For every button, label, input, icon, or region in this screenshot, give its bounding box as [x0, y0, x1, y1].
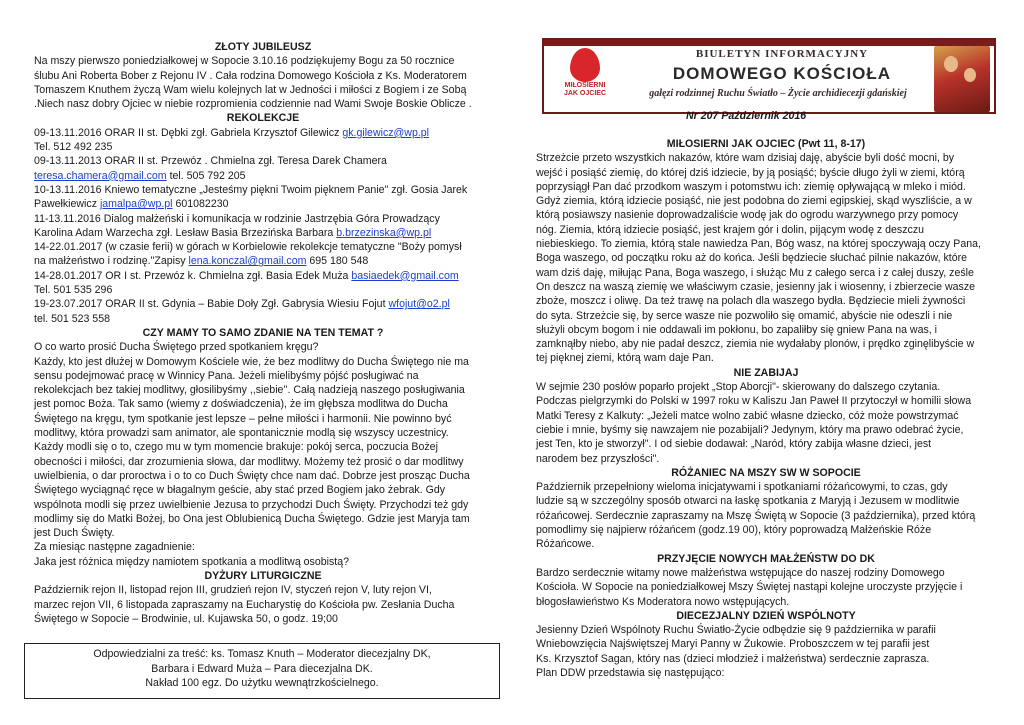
email-link[interactable]: gk.gilewicz@wp.pl: [342, 126, 430, 139]
retreat-text: na małżeństwo i rodzinę."Zapisy: [34, 255, 189, 268]
retreat-text: 19-23.07.2017 ORAR II st. Gdynia – Babie Doły Zgł. Gabrysia Wiesiu Fojut: [34, 298, 389, 311]
rekolekcje-list: [34, 126, 492, 326]
email-link[interactable]: basiaedek@gmail.com: [351, 269, 459, 282]
text-line: Świętego w Sopocie – Brodwinie, ul. Kujawska 50, o godz. 19;00: [34, 612, 338, 625]
text-line: pomodlimy się najpierw różańcem (godz.19 00), który poprowadzą Małżeńskie Róże: [536, 524, 932, 537]
text-line: rekolekcjach bez takiej modlitwy, głosilibyśmy ,,siebie''. Całą nadzieją naszego posługiwania: [34, 384, 465, 397]
text-line: jest pomoc Boża. Tak samo (wiemy z doświadczenia), że im głębsza modlitwa do Ducha: [34, 398, 448, 411]
text-line: W sejmie 230 posłów poparło projekt „Stop Aborcji"- skierowany do dalszego czytania.: [536, 381, 941, 394]
text-line: do syta. Strzeżcie się, by serce wasze nie pozwoliło się omamić, abyście nie odeszli i nie: [536, 309, 953, 322]
left-column: [34, 40, 492, 626]
flame-icon: [570, 48, 600, 82]
holy-family-icon: [934, 46, 990, 112]
text-line: jest Duch Święty.: [34, 527, 115, 540]
retreat-line: 10-13.11.2016 Kniewo tematyczne „Jesteśmy piękni Twoim pięknem Panie" zgł. Gosia Jarek: [34, 183, 468, 196]
text-line: Strzeżcie przeto wszystkich nakazów, które wam dzisiaj daję, abyście byli dość mocni, by: [536, 152, 955, 165]
text-line: którą posiawszy nasienie doprowadzaliście wodę jak do ogrodu warzywnego przy pomocy: [536, 209, 959, 222]
editorial-footer: [24, 643, 500, 699]
text-line: Tomaszem Knuthem życzą Wam wielu kolejnych lat w Jedności i miłości z Bogiem i ze Sobą: [34, 83, 467, 96]
text-line: wam dziś daję, miłując Pana, Boga waszego, i służąc Mu z całego serca i z całej duszy, ześle: [536, 266, 974, 279]
jubileusz-text: [34, 54, 492, 111]
text-line: jest Ten, kto je stworzył". I od siebie dodawał: „Naród, który zabija własne dzieci, jest: [536, 438, 932, 451]
rozaniec-heading: RÓŻANIEC NA MSZY SW W SOPOCIE: [671, 466, 861, 479]
text-line: O co warto prosić Ducha Świętego przed spotkaniem kręgu?: [34, 341, 319, 354]
text-line: Na mszy pierwszo poniedziałkowej w Sopocie 3.10.16 podziękujemy Bogu za 50 rocznice: [34, 55, 455, 68]
text-line: błogosławieństwo Ks Moderatora nowo wstępujących.: [536, 595, 790, 608]
rekolekcje-heading: REKOLEKCJE: [226, 112, 300, 125]
right-column: [536, 137, 996, 680]
text-line: uwielbienia, o dar proroctwa i o to co Duch Święty chce nam dać. Dobrze jest prosząc Ducha: [34, 469, 470, 482]
text-line: Matki Teresy z Kalkuty: „Jeżeli matce wolno zabić własne dziecko, cóż może powstrzymać: [536, 409, 959, 422]
retreat-line: 11-13.11.2016 Dialog małżeński i komunikacja w rodzinie Jastrzębia Góra Prowadzący: [34, 212, 440, 225]
text-line: narodem bez przyszłości".: [536, 452, 660, 465]
email-link[interactable]: teresa.chamera@gmail.com: [34, 169, 167, 182]
text-line: Ks. Krzysztof Sagan, który nas (dzieci młodzież i małżeństwa) serdecznie zaprasza.: [536, 652, 930, 665]
text-line: tej pięknej ziemi, którą wam daje Pan.: [536, 352, 714, 365]
retreat-line: [34, 226, 492, 240]
retreat-line: 14-22.01.2017 (w czasie ferii) w górach w Korbielowie rekolekcje tematyczne "Boży pomysł: [34, 241, 462, 254]
retreat-text: Pawełkiewicz: [34, 198, 100, 211]
text-line: Wniebowzięcia Najświętszej Maryi Panny w Żukowie. Proboszczem w tej parafii jest: [536, 638, 930, 651]
retreat-text: Karolina Adam Warzecha zgł. Lesław Basia Brzezińska Barbara: [34, 226, 337, 239]
text-line: Jaka jest różnica między namiotem spotkania a modlitwą osobistą?: [34, 555, 350, 568]
retreat-line: [34, 126, 492, 140]
milosierni-text: [536, 151, 996, 365]
text-line: obecności i miłości, dar zrozumienia słowa, dar modlitwy. Możemy też prosić o dar modlitwy: [34, 455, 464, 468]
phone-line: tel. 501 523 558: [34, 312, 110, 325]
phone-line: Tel. 512 492 235: [34, 141, 113, 154]
email-link[interactable]: b.brzezinska@wp.pl: [336, 226, 432, 239]
text-line: zboże, moszcz i oliwę. Da też trawę na polach dla waszego bydła. Będziecie mieli żywności: [536, 295, 966, 308]
text-line: On deszcz na waszą ziemię we właściwym czasie, jesienny jak i wiosenny, i zbierzecie wasze: [536, 280, 976, 293]
text-line: różańcowej. Serdecznie zapraszamy na Mszę Świętą w Sopocie (3 października), przed którą: [536, 509, 976, 522]
nie-zabijaj-text: [536, 380, 996, 466]
text-line: wejść i posiąść ziemię, do której dziś idziecie, by ją posiąść; byście długo żyli w ziemi, którą: [536, 166, 965, 179]
text-line: Różańcowe.: [536, 538, 595, 551]
rozaniec-text: [536, 480, 996, 551]
text-line: modlimy się do Matki Bożej, bo Ona jest Oblubienicą Ducha Świętego. Gdzie jest Maryja tam: [34, 512, 470, 525]
phone-text: 695 180 548: [306, 255, 369, 268]
ddw-heading: DIECEZJALNY DZIEŃ WSPÓLNOTY: [676, 609, 856, 622]
phone-line: Tel. 501 535 296: [34, 284, 113, 297]
czy-text: [34, 340, 492, 569]
text-line: Boga waszego, od początku roku aż do końca. Jeśli będziecie słuchać pilnie nakazów, które: [536, 252, 968, 265]
face-shape: [964, 68, 976, 82]
logo-caption-2: JAK OJCIEC: [563, 90, 606, 97]
retreat-line: [34, 269, 492, 283]
footer-line: Odpowiedzialni za treść: ks. Tomasz Knuth – Moderator diecezjalny DK,: [93, 648, 431, 660]
jubileusz-heading: ZŁOTY JUBILEUSZ: [214, 41, 312, 53]
dyzury-text: [34, 583, 492, 626]
text-line: ciebie i mnie, byśmy się nawzajem nie pozabijali? Jedynym, który ma prawo odebrać życie,: [536, 423, 964, 436]
text-line: niebieskiego. To ziemia, którą stale nawiedza Pan, Bóg wasz, na której spoczywają oczy Pana,: [536, 238, 981, 251]
retreat-text: 09-13.11.2016 ORAR II st. Dębki zgł. Gabriela Krzysztof Gilewicz: [34, 126, 343, 139]
text-line: Październik przepełniony wieloma inicjatywami i spotkaniami różańcowymi, to czas, gdy: [536, 481, 948, 494]
text-line: Podczas pielgrzymki do Polski w 1997 roku w Kaliszu Jan Paweł II przytoczył w homilii słowa: [536, 395, 972, 408]
retreat-line: [34, 169, 492, 183]
banner-title: DOMOWEGO KOŚCIOŁA: [672, 64, 892, 83]
retreat-line: 09-13.11.2013 ORAR II st. Przewóz . Chmielna zgł. Teresa Darek Chamera: [34, 155, 387, 168]
text-line: Gdyż ziemia, którą idziecie posiąść, nie jest podobna do ziemi egipskiej, skąd wyszliście, a w: [536, 195, 972, 208]
retreat-text: 14-28.01.2017 OR I st. Przewóz k. Chmielna zgł. Basia Edek Muża: [34, 269, 352, 282]
issue-number: Nr 207 Październik 2016: [686, 110, 807, 122]
czy-heading: CZY MAMY TO SAMO ZDANIE NA TEN TEMAT ?: [142, 326, 384, 339]
text-line: ludzie są w szczególny sposób otwarci na łaskę spotkania z Maryją i Jezusem w modlitwie: [536, 495, 960, 508]
text-line: zamknąłby niebo, aby nie padał deszcz, ziemia nie wydałaby plonów, i prędko zginęlibyście w: [536, 338, 975, 351]
text-line: Październik rejon II, listopad rejon III, grudzień rejon IV, styczeń rejon V, luty rejon VI,: [34, 584, 432, 597]
text-line: Każdy, kto jest dłużej w Domowym Kościele wie, że bez modlitwy do Ducha Świętego nie ma: [34, 355, 469, 368]
footer-line: Barbara i Edward Muża – Para diecezjalna DK.: [151, 662, 373, 675]
logo-caption-1: MIŁOSIERNI: [564, 82, 606, 89]
przyjecie-heading: PRZYJĘCIE NOWYCH MAŁŻEŃSTW DO DK: [657, 552, 875, 565]
text-line: Za miesiąc następne zagadnienie:: [34, 541, 195, 554]
phone-text: tel. 505 792 205: [166, 169, 246, 182]
phone-text: 601082230: [172, 198, 229, 211]
text-line: marzec rejon VII, 6 listopada zapraszamy na Eucharystię do Kościoła pw. Zesłania Ducha: [34, 598, 455, 611]
text-line: Świętego wyciągnąć ręce w błagalnym geście, aby stać przed Bogiem jako żebrak. Gdy: [34, 484, 446, 497]
text-line: służyli obcym bogom i nie oddawali im pokłonu, bo zapaliłby się gniew Pana na was, i: [536, 323, 938, 336]
retreat-line: [34, 197, 492, 211]
text-line: nóg. Ziemia, którą idziecie posiąść, jest krajem gór i dolin, pijącym wodę z deszczu: [536, 223, 925, 236]
text-line: Każdy modli się o to, czego mu w tym momencie brakuje: pokój serca, poczucia Bożej: [34, 441, 438, 454]
footer-line: Nakład 100 egz. Do użytku wewnątrzkościelnego.: [145, 677, 379, 689]
retreat-line: [34, 254, 492, 268]
text-line: Plan DDW przedstawia się następująco:: [536, 666, 725, 679]
banner-tagline: gałęzi rodzinnej Ruchu Światło – Życie archidiecezji gdańskiej: [649, 88, 907, 99]
text-line: poprzysiągł Pan dać przodkom waszym i potomstwu ich: ziemię opływającą w mleko i miód.: [536, 180, 966, 193]
przyjecie-text: [536, 566, 996, 609]
face-shape: [944, 56, 958, 72]
email-link[interactable]: jamalpa@wp.pl: [99, 198, 173, 211]
text-line: .Niech nasz dobry Ojciec w niebie rozpromienia codziennie nad Wami Swoje Boskie Oblicze .: [34, 98, 472, 111]
milosierni-heading: MIŁOSIERNI JAK OJCIEC (Pwt 11, 8-17): [666, 138, 866, 150]
text-line: ślubu Ani Roberta Bober z Rejonu IV . Cała rodzina Domowego Kościoła z Ks. Moderatorem: [34, 69, 467, 82]
retreat-line: [34, 297, 492, 311]
banner-subtitle: BIULETYN INFORMACYJNY: [695, 48, 869, 60]
text-line: Kościoła. W Sopocie na poniedziałkowej Mszy Świętej nastąpi kolejne uroczyste przyjęcie i: [536, 581, 963, 594]
text-line: modlitwy, która prowadzi sam animator, ale spontanicznie modlą się wszyscy uczestnicy.: [34, 427, 449, 440]
dyzury-heading: DYŻURY LITURGICZNE: [204, 569, 322, 582]
nie-zabijaj-heading: NIE ZABIJAJ: [733, 366, 799, 379]
text-line: wspólnota modli się przez uwielbienie Jezusa to przychodzi Duch Święty. Przychodzi też gdy: [34, 498, 469, 511]
banner-topbar: [544, 40, 994, 46]
bulletin-banner: [542, 38, 996, 114]
email-link[interactable]: wfojut@o2.pl: [388, 298, 450, 311]
text-line: Świętego na kręgu, tym spotkanie jest lepsze – pełne miłości i harmonii. Nie powinno być: [34, 412, 452, 425]
ddw-text: [536, 623, 996, 680]
text-line: sensu podejmować pracę w Winnicy Pana. Jeżeli mielibyśmy pójść posługiwać na: [34, 369, 419, 382]
text-line: Jesienny Dzień Wspólnoty Ruchu Światło-Życie odbędzie się 9 października w parafii: [536, 624, 936, 637]
milosierni-logo: [552, 48, 618, 106]
text-line: Bardzo serdecznie witamy nowe małżeństwa wstępujące do naszej rodziny Domowego: [536, 566, 945, 579]
email-link[interactable]: lena.konczal@gmail.com: [188, 255, 307, 268]
